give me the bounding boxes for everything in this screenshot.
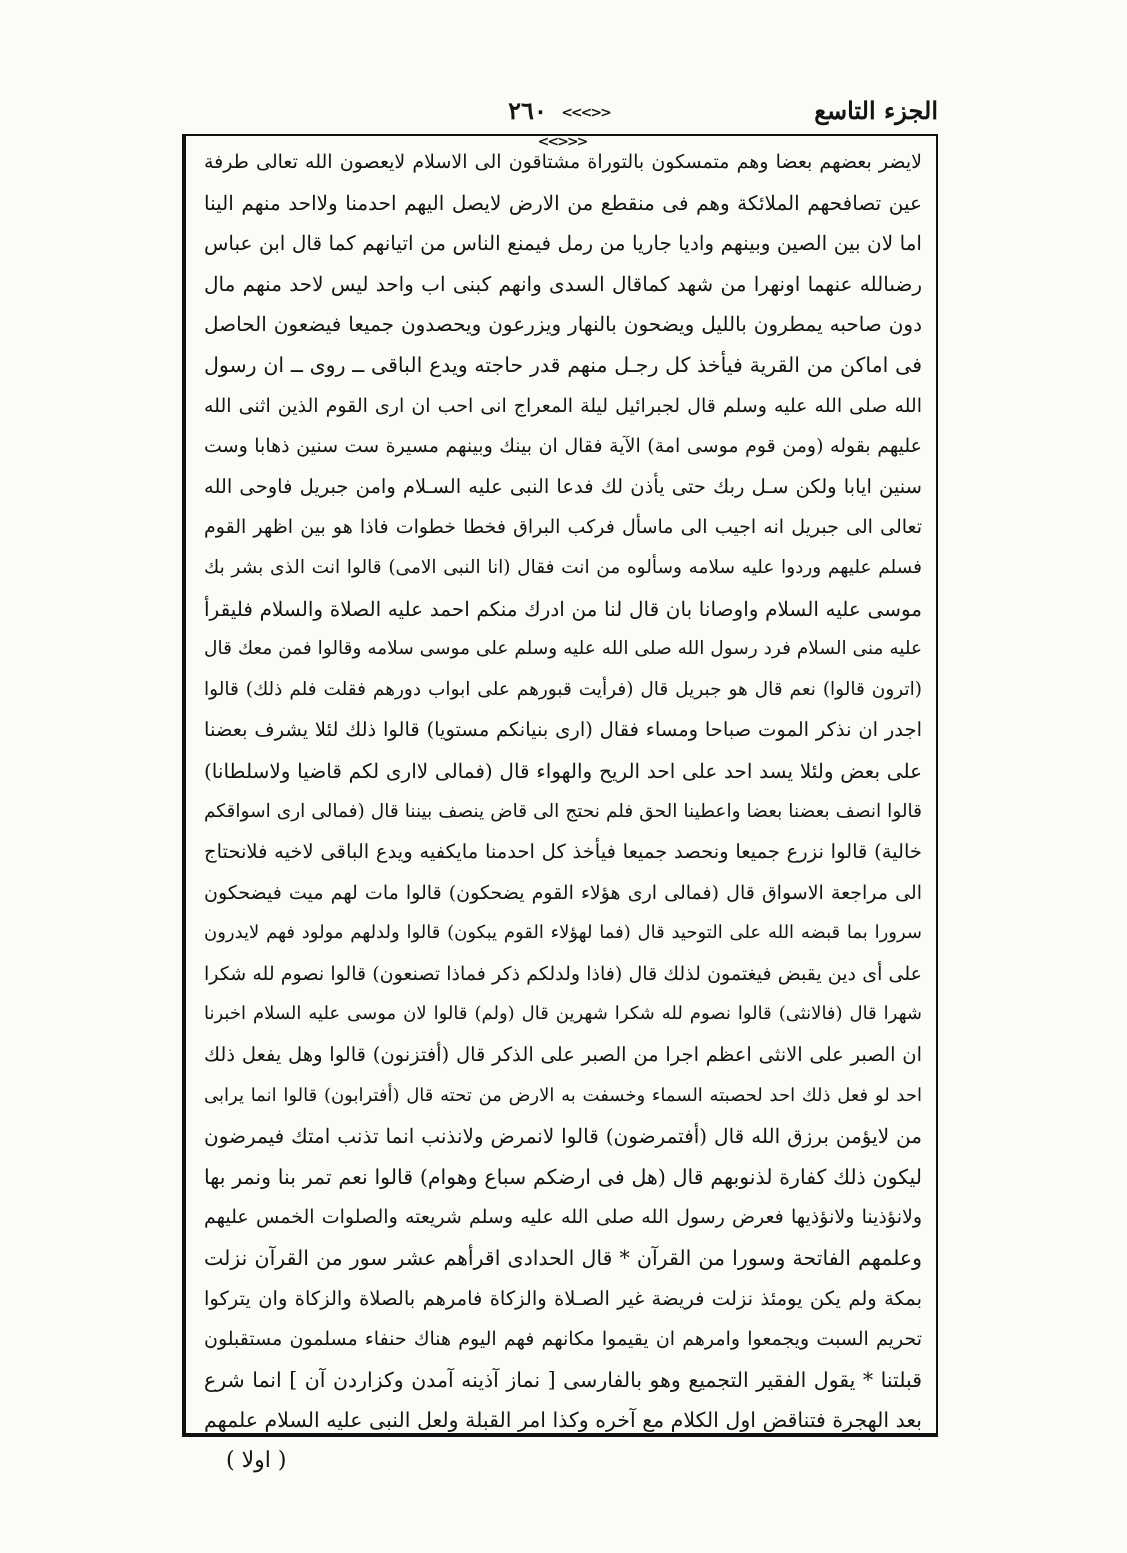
text-line: عين تصافحهم الملائكة وهم فى منقطع من الارض لايصل اليهم احدمنا ولااحد منهم الينا (204, 190, 922, 215)
text-line: ليكون ذلك كفارة لذنوبهم قال (هل فى ارضكم سباع وهوام) قالوا نعم تمر بنا ونمر بها (204, 1164, 922, 1189)
text-line: بعد الهجرة فتناقض اول الكلام مع آخره وكذا امر القبلة ولعل النبى عليه السلام علمهم (204, 1408, 922, 1433)
text-line: قالوا انصف بعضنا بعضا واعطينا الحق فلم نحتج الى قاض ينصف بيننا قال (فمالى ارى اسواقكم (204, 800, 922, 822)
page-number: ٢٦٠ (508, 96, 547, 125)
text-line: موسى عليه السلام واوصانا بان قال لنا من ادرك منكم احمد عليه الصلاة والسلام فليقرأ (204, 596, 922, 621)
text-line: فى اماكن من القرية فيأخذ كل رجـل منهم قدر حاجته ويدع الباقى ــ روى ــ ان رسول (204, 352, 922, 377)
part-label: الجزء التاسع (814, 96, 938, 125)
ornament-right: <<>>> (561, 104, 610, 121)
text-line: ولانؤذينا ولانؤذيها فعرض رسول الله صلى الله عليه وسلم شريعته والصلوات الخمس عليهم (204, 1206, 922, 1229)
text-frame (182, 134, 938, 1437)
text-line: دون صاحبه يمطرون بالليل ويضحون بالنهار ويزرعون ويحصدون جميعا فيضعون الحاصل (204, 312, 922, 337)
text-line: عليه منى السلام فرد رسول الله صلى الله عليه وسلم على موسى سلامه وقالوا فمن معك قال (204, 638, 922, 660)
text-line: اما لان بين الصين وبينهم واديا جاريا من رمل فيمنع الناس من اتيانهم كما قال ابن عباس (204, 231, 922, 256)
text-line: قبلتنا * يقول الفقير التجميع وهو بالفارسى [ نماز آذينه آمدن وكزاردن آن ] انما شرع (204, 1367, 922, 1392)
text-line: ان الصبر على الانثى اعظم اجرا من الصبر على الذكر قال (أفتزنون) قالوا وهل يفعل ذلك (204, 1043, 922, 1067)
text-line: من لايؤمن برزق الله قال (أفتمرضون) قالوا لانمرض ولانذنب انما تذنب امتك فيمرضون (204, 1124, 922, 1149)
text-line: سرورا بما قبضه الله على التوحيد قال (فما لهؤلاء القوم يبكون) قالوا ولدلهم مولود فهم لايدرون (204, 922, 922, 944)
text-line: عليهم بقوله (ومن قوم موسى امة) الآية فقال ان بينك وبينهم مسيرة ست سنين ذهابا وست (204, 435, 922, 458)
catchword: ( اولا ) (226, 1448, 287, 1473)
text-line: خالية) قالوا نزرع جميعا ونحصد جميعا فيأخذ كل احدمنا مايكفيه ويدع الباقى لاخيه فلانحتاج (204, 840, 922, 864)
text-line: تعالى الى جبريل انه اجيب الى ماسأل فركب البراق فخطا خطوات فاذا هو بين اظهر القوم (204, 516, 922, 539)
text-line: على بعض ولئلا يسد احد على احد الريح والهواء قال (فمالى لاارى لكم قاضيا ولاسلطانا) (204, 758, 922, 783)
text-line: رضىالله عنهما اونهرا من شهد كماقال السدى وانهم كبنى اب واحد ليس لاحد منهم مال (204, 271, 922, 296)
ornament-left: <<<>> (537, 133, 587, 150)
text-line: شهرا قال (فالانثى) قالوا نصوم لله شكرا شهرين قال (ولم) قالوا لان موسى عليه السلام اخبرنا (204, 1003, 922, 1025)
text-line: فسلم عليهم وردوا عليه سلامه وسألوه من انت فقال (انا النبى الامى) قالوا انت الذى بشر بك (204, 556, 922, 578)
text-line: (اترون قالوا) نعم قال هو جبريل قال (فرأيت قبورهم على ابواب دورهم فقلت فلم ذلك) قالوا (204, 678, 922, 700)
text-line: تحريم السبت ويجمعوا وامرهم ان يقيموا مكانهم فهم اليوم هناك حنفاء مسلمون مستقبلون (204, 1328, 922, 1351)
text-line: اجدر ان نذكر الموت صباحا ومساء فقال (ارى بنيانكم مستويا) قالوا ذلك لئلا يشرف بعضنا (204, 718, 922, 742)
body-text (204, 142, 922, 1441)
text-line: بمكة ولم يكن يومئذ نزلت فريضة غير الصـلاة والزكاة فامرهم بالصلاة والزكاة وان يتركوا (204, 1286, 922, 1310)
text-line: لايضر بعضهم بعضا وهم متمسكون بالتوراة مشتاقون الى الاسلام لايعصون الله تعالى طرفة (204, 151, 922, 173)
page-header (182, 96, 938, 150)
text-line: سنين ايابا ولكن سـل ربك حتى يأذن لك فدعا النبى عليه السـلام وامن جبريل فاوحى الله (204, 474, 922, 498)
text-line: الله صلى الله عليه وسلم قال لجبرائيل ليلة المعراج انى احب ان ارى القوم الذين اثنى الله (204, 394, 922, 417)
text-line: الى مراجعة الاسواق قال (فمالى ارى هؤلاء القوم يضحكون) قالوا مات لهم ميت فيضحكون (204, 881, 922, 904)
text-line: على أى دين يقبض فيغتمون لذلك قال (فاذا ولدلكم ذكر فماذا تصنعون) قالوا نصوم لله شكرا (204, 962, 922, 985)
text-line: وعلمهم الفاتحة وسورا من القرآن * قال الحدادى اقرأهم عشر سور من القرآن نزلت (204, 1246, 922, 1271)
text-line: احد لو فعل ذلك احد لحصبته السماء وخسفت به الارض من تحته قال (أفترابون) قالوا انما يرابى (204, 1084, 922, 1106)
